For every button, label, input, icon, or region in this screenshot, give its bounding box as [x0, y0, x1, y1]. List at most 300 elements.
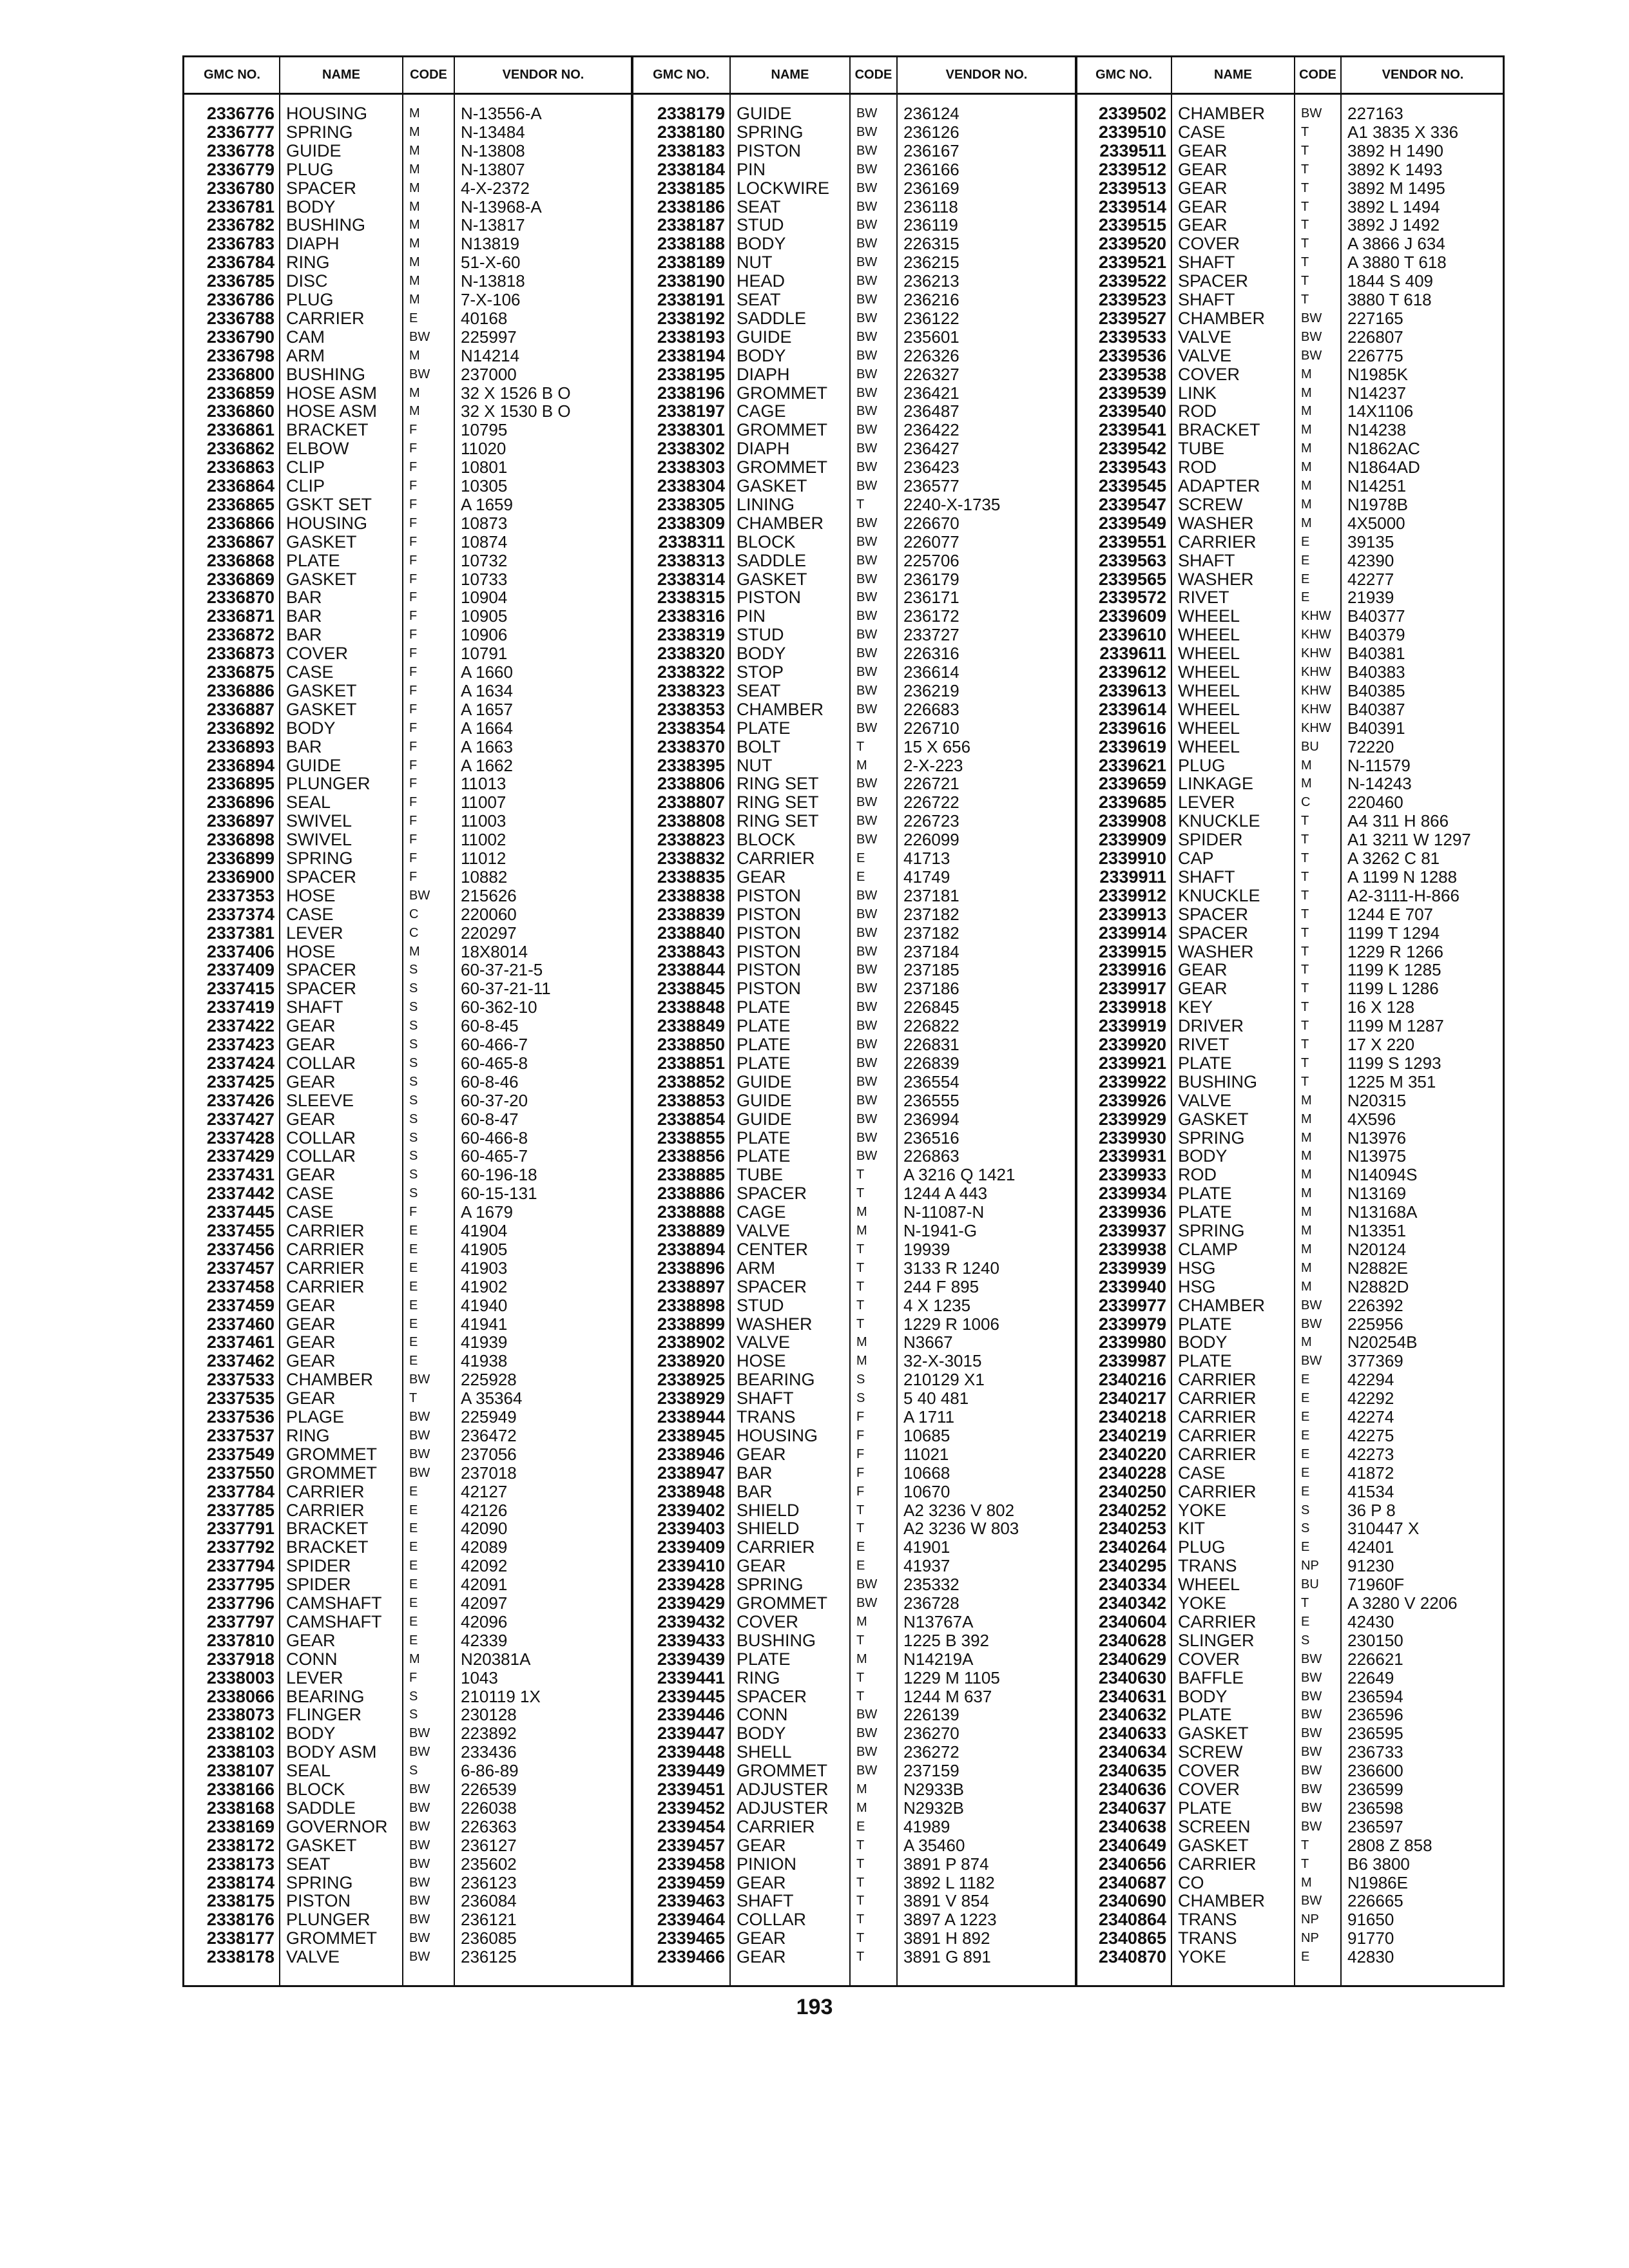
gmc-number: 2339452 [657, 1798, 725, 1818]
vendor-code: F [409, 851, 418, 865]
vendor-number: 210129 X1 [903, 1370, 985, 1390]
gmc-number: 2336783 [206, 235, 275, 254]
vendor-code: F [409, 534, 418, 549]
part-name: SEAL [286, 1762, 331, 1781]
gmc-number: 2338073 [206, 1706, 275, 1725]
vendor-number: 226807 [1347, 327, 1403, 347]
vendor-number: 237182 [903, 923, 959, 943]
part-name: WHEEL [1178, 1575, 1240, 1595]
vendor-code: M [1301, 441, 1312, 456]
vendor-number: 42277 [1347, 570, 1394, 589]
vendor-code: S [409, 1130, 418, 1145]
part-name: CARRIER [1178, 1426, 1257, 1445]
part-name: KNUCKLE [1178, 812, 1260, 831]
gmc-number: 2336779 [206, 160, 275, 179]
gmc-number: 2338843 [657, 942, 725, 961]
gmc-number: 2340264 [1098, 1538, 1166, 1557]
part-name: GEAR [1178, 178, 1228, 198]
gmc-number: 2337459 [206, 1296, 275, 1315]
vendor-code: BW [856, 590, 878, 605]
gmc-number: 2336782 [206, 216, 275, 235]
part-name: LINING [737, 495, 795, 514]
vendor-number: 236594 [1347, 1687, 1403, 1706]
vendor-code: KHW [1301, 665, 1331, 679]
vendor-code: S [409, 1074, 418, 1089]
gmc-number: 2337784 [206, 1482, 275, 1501]
part-name: GEAR [286, 1035, 336, 1054]
vendor-code: F [409, 572, 418, 586]
vendor-number: 226822 [903, 1017, 959, 1036]
part-name: HSG [1178, 1258, 1216, 1278]
gmc-number: 2338323 [657, 681, 725, 700]
part-name: BODY [1178, 1333, 1228, 1352]
gmc-number: 2338302 [657, 439, 725, 459]
part-name: SHAFT [286, 998, 343, 1017]
group-divider [1075, 57, 1077, 1985]
part-name: CARRIER [286, 1277, 365, 1296]
vendor-code: KHW [1301, 683, 1331, 698]
gmc-number: 2339429 [657, 1594, 725, 1613]
part-name: GROMMET [286, 1463, 377, 1483]
gmc-number: 2338190 [657, 272, 725, 291]
gmc-number: 2337460 [206, 1314, 275, 1334]
part-name: SPACER [737, 1184, 807, 1204]
vendor-number: 377369 [1347, 1352, 1403, 1371]
gmc-number: 2337795 [206, 1575, 275, 1595]
gmc-number: 2336778 [206, 141, 275, 160]
header-vendor: VENDOR NO. [945, 68, 1028, 82]
part-name: SPACER [286, 961, 357, 980]
vendor-code: E [856, 869, 865, 884]
gmc-number: 2337796 [206, 1594, 275, 1613]
gmc-number: 2338194 [657, 346, 725, 365]
vendor-code: M [409, 274, 420, 289]
part-name: CO [1178, 1873, 1204, 1892]
gmc-number: 2340649 [1098, 1836, 1166, 1855]
part-name: GASKET [737, 477, 807, 495]
part-name: HOSE ASM [286, 383, 378, 403]
vendor-code: BW [409, 1372, 430, 1387]
vendor-code: F [856, 1446, 865, 1461]
gmc-number: 2340635 [1098, 1762, 1166, 1781]
gmc-number: 2339445 [657, 1687, 725, 1706]
part-name: VALVE [737, 1222, 791, 1240]
gmc-number: 2337797 [206, 1612, 275, 1631]
vendor-number: 42097 [461, 1594, 508, 1613]
vendor-number: 60-37-20 [461, 1091, 528, 1110]
vendor-number: 220060 [461, 905, 517, 924]
part-name: GEAR [1178, 216, 1228, 235]
part-name: GROMMET [286, 1445, 377, 1464]
part-name: GASKET [286, 532, 357, 552]
part-name: ROD [1178, 402, 1217, 421]
vendor-code: M [409, 199, 420, 214]
part-name: ELBOW [286, 439, 349, 459]
gmc-number: 2339515 [1098, 216, 1166, 235]
gmc-number: 2340870 [1098, 1948, 1166, 1967]
vendor-number: B6 3800 [1347, 1854, 1410, 1874]
part-name: COVER [1178, 235, 1240, 254]
part-name: GEAR [286, 1166, 336, 1185]
part-name: CONN [286, 1649, 338, 1669]
vendor-number: 19939 [903, 1240, 950, 1259]
vendor-code: E [1301, 1391, 1310, 1406]
vendor-number: B40385 [1347, 681, 1405, 700]
vendor-code: BW [856, 124, 878, 139]
vendor-number: 210119 1X [461, 1687, 541, 1706]
vendor-code: NP [1301, 1559, 1319, 1573]
part-name: GEAR [1178, 141, 1228, 160]
gmc-number: 2338851 [657, 1053, 725, 1073]
vendor-number: N13975 [1347, 1147, 1407, 1166]
vendor-code: BW [409, 1465, 430, 1480]
vendor-number: 236733 [1347, 1743, 1403, 1762]
vendor-number: 60-37-21-5 [461, 961, 543, 980]
vendor-code: S [409, 1168, 418, 1182]
vendor-code: BW [856, 1037, 878, 1052]
part-name: WASHER [1178, 514, 1254, 533]
vendor-number: A1 3211 W 1297 [1347, 831, 1471, 850]
vendor-code: BW [409, 1856, 430, 1871]
part-name: SPIDER [1178, 831, 1243, 850]
part-name: BAR [737, 1463, 773, 1483]
gmc-number: 2337458 [206, 1277, 275, 1296]
vendor-number: A 1199 N 1288 [1347, 867, 1458, 887]
part-name: GEAR [286, 1017, 336, 1036]
gmc-number: 2337426 [206, 1091, 275, 1110]
vendor-number: 6-86-89 [461, 1762, 519, 1781]
part-name: SPIDER [286, 1575, 351, 1595]
vendor-code: T [856, 1633, 865, 1648]
part-name: CAM [286, 327, 325, 347]
vendor-number: N14251 [1347, 477, 1407, 495]
part-name: CARRIER [1178, 1408, 1257, 1427]
part-name: BODY [737, 1724, 786, 1744]
part-name: PISTON [737, 979, 802, 999]
gmc-number: 2336875 [206, 663, 275, 682]
part-name: CAGE [737, 402, 786, 421]
vendor-number: N-13556-A [461, 104, 542, 123]
part-name: GUIDE [737, 1072, 792, 1091]
vendor-number: 236423 [903, 458, 959, 477]
gmc-number: 2338835 [657, 867, 725, 887]
vendor-code: BW [856, 553, 878, 568]
gmc-number: 2339533 [1098, 327, 1166, 347]
vendor-code: BW [856, 311, 878, 325]
gmc-number: 2337461 [206, 1333, 275, 1352]
vendor-number: 42401 [1347, 1538, 1394, 1557]
vendor-code: BW [856, 534, 878, 549]
part-name: KEY [1178, 998, 1213, 1017]
vendor-number: 36 P 8 [1347, 1501, 1396, 1520]
vendor-code: E [1301, 1410, 1310, 1424]
part-name: DIAPH [737, 439, 790, 459]
vendor-code: BW [856, 460, 878, 475]
gmc-number: 2336896 [206, 793, 275, 812]
part-name: ROD [1178, 458, 1217, 477]
part-name: SCREEN [1178, 1817, 1251, 1836]
gmc-number: 2339543 [1098, 458, 1166, 477]
gmc-number: 2337442 [206, 1184, 275, 1204]
gmc-number: 2338103 [206, 1743, 275, 1762]
part-name: GUIDE [737, 104, 792, 123]
gmc-number: 2339908 [1098, 812, 1166, 831]
gmc-number: 2338197 [657, 402, 725, 421]
gmc-number: 2339979 [1098, 1314, 1166, 1334]
gmc-number: 2338066 [206, 1687, 275, 1706]
part-name: SPACER [1178, 905, 1249, 924]
vendor-code: BW [856, 329, 878, 344]
part-name: PLATE [737, 1017, 791, 1036]
gmc-number: 2338178 [206, 1948, 275, 1967]
vendor-code: M [1301, 1260, 1312, 1275]
vendor-number: 11003 [461, 812, 506, 831]
gmc-number: 2339611 [1099, 644, 1166, 664]
gmc-number: 2338945 [657, 1426, 725, 1445]
vendor-code: T [1301, 1037, 1309, 1052]
vendor-code: BW [856, 106, 878, 120]
vendor-number: N1862AC [1347, 439, 1420, 459]
vendor-code: BU [1301, 739, 1319, 754]
column-divider [849, 57, 851, 1985]
part-name: SEAT [286, 1854, 331, 1874]
gmc-number: 2338886 [657, 1184, 725, 1204]
vendor-number: N13351 [1347, 1222, 1407, 1240]
gmc-number: 2340632 [1098, 1706, 1166, 1725]
vendor-code: M [409, 106, 420, 120]
part-name: PISTON [737, 588, 802, 608]
vendor-number: A 1664 [461, 718, 513, 738]
vendor-number: 236084 [461, 1892, 517, 1911]
vendor-code: T [1301, 963, 1309, 977]
gmc-number: 2340228 [1098, 1463, 1166, 1483]
part-name: SHIELD [737, 1501, 800, 1520]
vendor-number: 230150 [1347, 1631, 1403, 1650]
vendor-code: F [409, 1205, 418, 1220]
vendor-number: 42126 [461, 1501, 508, 1520]
gmc-number: 2337549 [206, 1445, 275, 1464]
vendor-code: S [409, 1093, 418, 1108]
vendor-number: B40391 [1347, 718, 1405, 738]
vendor-number: 236600 [1347, 1762, 1403, 1781]
gmc-number: 2337445 [206, 1203, 275, 1222]
vendor-code: F [409, 479, 418, 493]
vendor-code: BW [856, 665, 878, 679]
part-name: CHAMBER [1178, 309, 1266, 328]
part-name: HOSE [737, 1352, 786, 1371]
column-divider [454, 57, 455, 1985]
gmc-number: 2339936 [1098, 1203, 1166, 1222]
gmc-number: 2340634 [1098, 1743, 1166, 1762]
vendor-code: E [1301, 553, 1310, 568]
vendor-code: M [1301, 460, 1312, 475]
vendor-number: 41713 [903, 849, 950, 868]
gmc-number: 2338902 [657, 1333, 725, 1352]
part-name: RIVET [1178, 588, 1229, 608]
part-name: GEAR [286, 1072, 336, 1091]
vendor-number: A 1634 [461, 681, 513, 700]
vendor-number: A 35364 [461, 1389, 523, 1408]
gmc-number: 2339464 [657, 1910, 725, 1930]
part-name: GEAR [286, 1352, 336, 1371]
gmc-number: 2337381 [206, 923, 275, 943]
vendor-code: T [1301, 944, 1309, 959]
vendor-number: 41905 [461, 1240, 508, 1259]
part-name: SPACER [1178, 272, 1249, 291]
part-name: CARRIER [1178, 1854, 1257, 1874]
header-code: CODE [1299, 68, 1336, 82]
vendor-number: 3891 H 892 [903, 1929, 990, 1948]
vendor-code: BW [1301, 348, 1322, 363]
part-name: COVER [1178, 1649, 1240, 1669]
vendor-number: 220297 [461, 923, 517, 943]
gmc-number: 2336785 [206, 272, 275, 291]
vendor-number: A 1679 [461, 1203, 513, 1222]
gmc-number: 2338177 [206, 1929, 275, 1948]
vendor-number: 225706 [903, 551, 959, 570]
vendor-code: BW [856, 274, 878, 289]
gmc-number: 2337918 [206, 1649, 275, 1669]
vendor-number: 233436 [461, 1743, 517, 1762]
vendor-number: B40381 [1347, 644, 1405, 664]
vendor-number: N-13968-A [461, 197, 542, 216]
column-divider [729, 57, 731, 1985]
gmc-number: 2338311 [658, 532, 725, 552]
part-name: GEAR [737, 1445, 786, 1464]
vendor-code: BU [1301, 1577, 1319, 1592]
part-name: PLUG [286, 160, 334, 179]
part-name: GUIDE [286, 756, 342, 775]
gmc-number: 2338102 [206, 1724, 275, 1744]
vendor-code: F [409, 609, 418, 624]
gmc-number: 2338315 [657, 588, 725, 608]
vendor-number: N2933B [903, 1780, 964, 1799]
vendor-code: T [856, 1838, 865, 1852]
part-name: SHAFT [737, 1892, 794, 1911]
vendor-number: A2 3236 W 803 [903, 1519, 1019, 1539]
gmc-number: 2339522 [1098, 272, 1166, 291]
vendor-code: M [409, 180, 420, 195]
part-name: PLATE [737, 998, 791, 1017]
vendor-code: E [1301, 572, 1310, 586]
vendor-number: 226863 [903, 1147, 959, 1166]
part-name: SLINGER [1178, 1631, 1255, 1650]
vendor-code: E [1301, 1950, 1310, 1965]
part-name: CASE [286, 1203, 334, 1222]
header-rule [184, 93, 1503, 95]
part-name: CARRIER [286, 1222, 365, 1240]
part-name: COVER [1178, 1780, 1240, 1799]
part-name: COLLAR [286, 1128, 356, 1148]
vendor-code: BW [409, 1838, 430, 1852]
gmc-number: 2338839 [657, 905, 725, 924]
part-name: SHAFT [1178, 291, 1235, 309]
vendor-number: 226839 [903, 1053, 959, 1073]
vendor-code: BW [409, 1428, 430, 1443]
vendor-number: 2-X-223 [903, 756, 963, 775]
gmc-number: 2338183 [657, 141, 725, 160]
vendor-code: E [1301, 1614, 1310, 1629]
vendor-number: 32-X-3015 [903, 1352, 982, 1371]
gmc-number: 2339915 [1098, 942, 1166, 961]
part-name: GROMMET [286, 1929, 377, 1948]
vendor-number: 236270 [903, 1724, 959, 1744]
gmc-number: 2338850 [657, 1035, 725, 1054]
vendor-number: 18X8014 [461, 942, 528, 961]
vendor-number: 236215 [903, 253, 959, 273]
vendor-number: 39135 [1347, 532, 1394, 552]
part-name: CLAMP [1178, 1240, 1239, 1259]
gmc-number: 2336800 [206, 365, 275, 384]
vendor-number: 16 X 128 [1347, 998, 1415, 1017]
gmc-number: 2337535 [206, 1389, 275, 1408]
vendor-number: 1244 M 637 [903, 1687, 992, 1706]
gmc-number: 2339541 [1098, 421, 1166, 440]
vendor-number: 226315 [903, 235, 959, 254]
part-name: SPRING [737, 122, 804, 142]
column-divider [1340, 57, 1342, 1985]
gmc-number: 2339432 [657, 1612, 725, 1631]
vendor-number: 226038 [461, 1798, 517, 1818]
vendor-code: BW [856, 776, 878, 791]
gmc-number: 2338885 [657, 1166, 725, 1185]
part-name: GROMMET [737, 458, 827, 477]
vendor-code: BW [409, 1726, 430, 1741]
part-name: PIN [737, 160, 766, 179]
gmc-number: 2336862 [206, 439, 275, 459]
vendor-code: S [409, 1707, 418, 1722]
part-name: SHAFT [1178, 551, 1235, 570]
vendor-number: N1978B [1347, 495, 1408, 514]
part-name: BUSHING [286, 365, 366, 384]
vendor-code: T [1301, 236, 1309, 251]
part-name: CHAMBER [1178, 1296, 1266, 1315]
vendor-code: E [1301, 1484, 1310, 1499]
vendor-code: BW [409, 1745, 430, 1760]
vendor-number: 244 F 895 [903, 1277, 979, 1296]
vendor-number: 3892 J 1492 [1347, 216, 1440, 235]
part-name: COVER [286, 644, 349, 664]
part-name: PLATE [1178, 1352, 1232, 1371]
part-name: ARM [737, 1258, 775, 1278]
vendor-number: 236516 [903, 1128, 959, 1148]
vendor-number: 226683 [903, 700, 959, 719]
vendor-number: N20381A [461, 1649, 531, 1669]
part-name: GASKET [286, 570, 357, 589]
gmc-number: 2338898 [657, 1296, 725, 1315]
part-name: CHAMBER [1178, 1892, 1266, 1911]
vendor-number: 10733 [461, 570, 508, 589]
gmc-number: 2338929 [657, 1389, 725, 1408]
vendor-code: F [409, 683, 418, 698]
vendor-code: M [856, 1354, 867, 1369]
vendor-code: BW [856, 683, 878, 698]
vendor-number: 41534 [1347, 1482, 1394, 1501]
vendor-code: E [1301, 1540, 1310, 1555]
vendor-code: F [409, 814, 418, 829]
vendor-number: 3892 L 1182 [903, 1873, 995, 1892]
vendor-code: E [1301, 1465, 1310, 1480]
vendor-code: BW [409, 1782, 430, 1796]
vendor-code: T [856, 1260, 865, 1275]
gmc-number: 2336886 [206, 681, 275, 700]
gmc-number: 2338832 [657, 849, 725, 868]
gmc-number: 2338946 [657, 1445, 725, 1464]
vendor-code: T [856, 1316, 865, 1331]
vendor-code: BW [856, 404, 878, 419]
part-name: WASHER [1178, 570, 1254, 589]
gmc-number: 2340638 [1098, 1817, 1166, 1836]
